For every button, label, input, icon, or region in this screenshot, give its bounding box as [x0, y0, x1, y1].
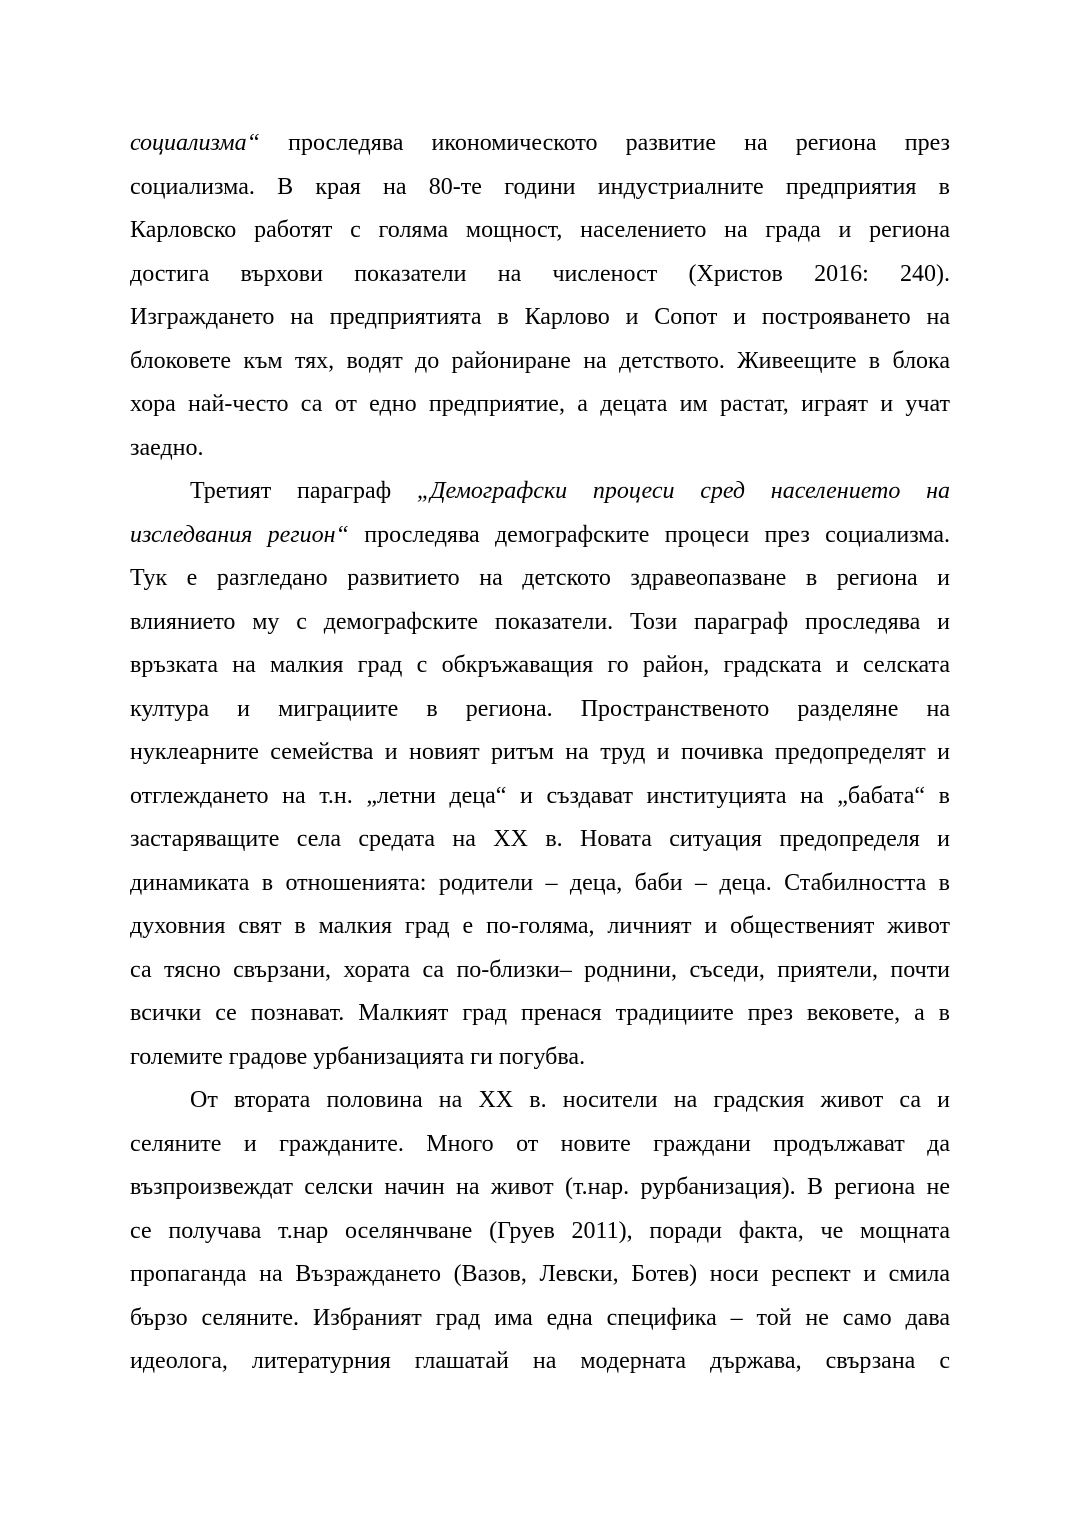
text-line	[130, 122, 950, 166]
text-segment: отглеждането на т.н. „летни деца“ и създават институцията на „бабата“ в	[130, 782, 950, 809]
text-segment: Изграждането на предприятията в Карлово и Сопот и построяването на	[130, 304, 950, 330]
text-segment: са тясно свързани, хората са по-близки– роднини, съседи, приятели, почти	[130, 956, 950, 983]
text-segment: блоковете към тях, водят до райониране на детството. Живеещите в блока	[130, 347, 950, 374]
text-line	[130, 253, 950, 297]
text-line	[130, 1210, 950, 1254]
text-line	[130, 340, 950, 384]
text-segment: проследява икономическото развитие на региона през	[259, 130, 950, 156]
text-segment: Карловско работят с голяма мощност, населението на града и региона	[130, 217, 950, 243]
italic-text: социализма“	[130, 130, 260, 156]
text-segment: От втората половина на XX в. носители на градския живот са и	[190, 1087, 950, 1113]
text-segment: бързо селяните. Избраният град има една специфика – той не само дава	[130, 1304, 950, 1331]
text-segment: заедно.	[130, 434, 204, 461]
text-segment: възпроизвеждат селски начин на живот (т.нар. рурбанизация). В региона не	[130, 1174, 950, 1200]
paragraph	[130, 122, 950, 470]
text-segment: пропаганда на Възраждането (Вазов, Левски, Ботев) носи респект и смила	[130, 1261, 950, 1287]
text-line	[130, 1253, 950, 1297]
text-segment: Тук е разгледано развитието на детското здравеопазване в региона и	[130, 565, 950, 591]
text-segment: хора най-често са от едно предприятие, а децата им растат, играят и учат	[130, 391, 950, 417]
text-segment: Третият параграф	[190, 478, 417, 504]
text-segment: всички се познават. Малкият град пренася традициите през вековете, а в	[130, 1000, 950, 1026]
text-segment: култура и миграциите в региона. Пространственото разделяне на	[130, 695, 950, 722]
text-segment: се получава т.нар оселянчване (Груев 2011), поради факта, че мощната	[130, 1217, 950, 1244]
text-line	[130, 1079, 950, 1123]
text-line	[130, 557, 950, 601]
text-line	[130, 731, 950, 775]
text-line	[130, 514, 950, 558]
text-line	[130, 166, 950, 210]
text-line	[130, 383, 950, 427]
text-segment: проследява демографските процеси през социализма.	[348, 521, 951, 548]
text-segment: селяните и гражданите. Много от новите граждани продължават да	[130, 1130, 950, 1157]
text-line	[130, 1297, 950, 1341]
text-line	[130, 905, 950, 949]
text-line	[130, 209, 950, 253]
italic-text: изследвания регион“	[130, 521, 349, 548]
text-line	[130, 949, 950, 993]
text-line	[130, 601, 950, 645]
text-line	[130, 296, 950, 340]
document-page	[130, 122, 950, 1384]
text-line	[130, 688, 950, 732]
italic-text: „Демографски процеси сред населението на	[416, 478, 950, 504]
text-segment: застаряващите села средата на XX в. Новата ситуация предопределя и	[130, 826, 950, 852]
text-segment: духовния свят в малкия град е по-голяма, личният и общественият живот	[130, 913, 950, 939]
text-line	[130, 818, 950, 862]
text-segment: динамиката в отношенията: родители – деца, баби – деца. Стабилността в	[130, 869, 950, 896]
text-segment: нуклеарните семейства и новият ритъм на труд и почивка предопределят и	[130, 739, 950, 765]
text-line	[130, 1340, 950, 1384]
text-line	[130, 1036, 950, 1080]
text-line	[130, 427, 950, 471]
text-segment: социализма. В края на 80-те години индустриалните предприятия в	[130, 173, 950, 200]
text-segment: влиянието му с демографските показатели. Този параграф проследява и	[130, 608, 950, 635]
text-segment: връзката на малкия град с обкръжаващия го район, градската и селската	[130, 652, 950, 678]
paragraph	[130, 470, 950, 1079]
text-line	[130, 644, 950, 688]
text-line	[130, 992, 950, 1036]
text-segment: идеолога, литературния глашатай на модерната държава, свързана с	[130, 1348, 950, 1374]
text-segment: достига върхови показатели на численост (Христов 2016: 240).	[130, 260, 950, 287]
text-line	[130, 470, 950, 514]
paragraph	[130, 1079, 950, 1384]
text-segment: големите градове урбанизацията ги погубва.	[130, 1043, 586, 1070]
text-line	[130, 862, 950, 906]
text-line	[130, 775, 950, 819]
text-line	[130, 1166, 950, 1210]
text-line	[130, 1123, 950, 1167]
